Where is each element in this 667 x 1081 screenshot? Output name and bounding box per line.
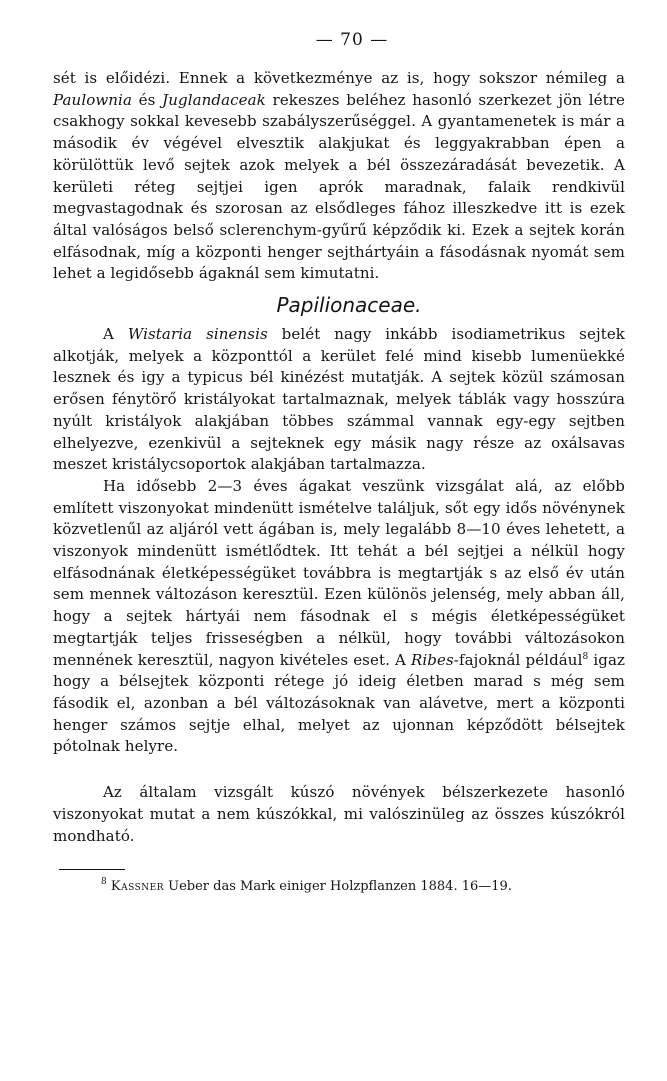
footnote-mark: 8 [101,877,107,888]
paragraph1-text: sét is előidézi. Ennek a következménye az is, hogy sokszor némileg a [53,69,625,87]
paragraph3-rest: igaz hogy a bélsejtek központi rétege jó ideig életben marad s még sem fásodik el, azonban a bél változásoknak van alávetve, mert a központi henger számos sejtje elhal, melyet az ujonnan képződött bélsejtek pótolnak helyre. [53,650,625,756]
page-number: — 70 — [315,30,389,50]
footnote [101,878,625,896]
paragraph3-text: Ha idősebb 2—3 éves ágakat veszünk vizsgálat alá, az előbb említett viszonyokat mindenütt ismételve találjuk, sőt egy idős növénynek közvetlenűl az aljáról vett ágában is, mely legalább 8—10 éves lehetett, a viszonyok mindenütt ismétlődtek. Itt tehát a bél sejtjei a nélkül hogy elfásodnának életképességüket továbbra is megtartják s az első év után sem mennek változáson keresztül. Ezen különös jelenség, mely abban áll, hogy a sejtek hártyái nem fásodnak el s mégis életképességüket megtartják teljes frisseségben a nélkül, hogy további változásokon mennének keresztül, nagyon kivételes eset. A [53,476,625,669]
paragraph-conclusion: Az általam vizsgált kúszó növények bélszerkezete hasonló viszonyokat mutat a nem kúszókkal, mi valószinüleg az összes kúszókról mondható. [53,783,625,845]
book-page [53,30,625,896]
footnote-reference: 8 [582,651,589,662]
section-heading: Papilionaceae. [276,293,422,318]
paragraph3-mid: -fajoknál például [453,650,583,669]
paragraph-continuation [53,68,625,285]
italic-term-juglandaceak: Juglandaceak [162,90,266,109]
italic-term-paulownia: Paulownia [53,90,132,109]
paragraph-older-branches [53,476,625,758]
italic-term-ribes: Ribes [411,650,454,669]
paragraph-wistaria [53,324,625,476]
paragraph2-rest: belét nagy inkább isodiametrikus sejtek alkotják, melyek a központtól a kerület felé mind kisebb lumenüekké lesznek és igy a typicus bél kinézést mutatják. A sejtek közül számosan erősen fénytörő kristályokat tartalmaznak, melyek táblák vagy hosszúra nyúlt kristályok alakjában többes számmal vannak egy-egy sejtben elhelyezve, ezenkivül a sejteknek egy másik nagy része az oxálsavas meszet kristálycsoportok alakjában tartalmazza. [53,325,625,474]
italic-term-wistaria: Wistaria sinensis [127,325,268,344]
footnote-divider [59,869,125,870]
footnote-text: Ueber das Mark einiger Holzpflanzen 1884. 16—19. [163,879,512,895]
paragraph1-connector: és [132,90,163,109]
paragraph1-rest: rekeszes beléhez hasonló szerkezet jön létre csakhogy sokkal kevesebb szabályszerűséggel. A gyantamenetek is már a második év végével elvesztik alakjukat és leggyakrabban épen a körülöttük levő sejtek azok melyek a bél összezáradását bevezetik. A kerületi réteg sejtjei igen aprók maradnak, falaik rendkivül megvastagodnak és szorosan az elsődleges fához illeszkedve itt is ezek által valóságos belső sclerenchym-gyűrű képződik ki. Ezek a sejtek korán elfásodnak, míg a központi henger sejthártyáin a fásodásnak nyomát sem lehet a legidősebb ágaknál sem kimutatni. [53,90,625,283]
paragraph2-lead: A [103,325,128,344]
footnote-author: Kassner [110,879,164,895]
